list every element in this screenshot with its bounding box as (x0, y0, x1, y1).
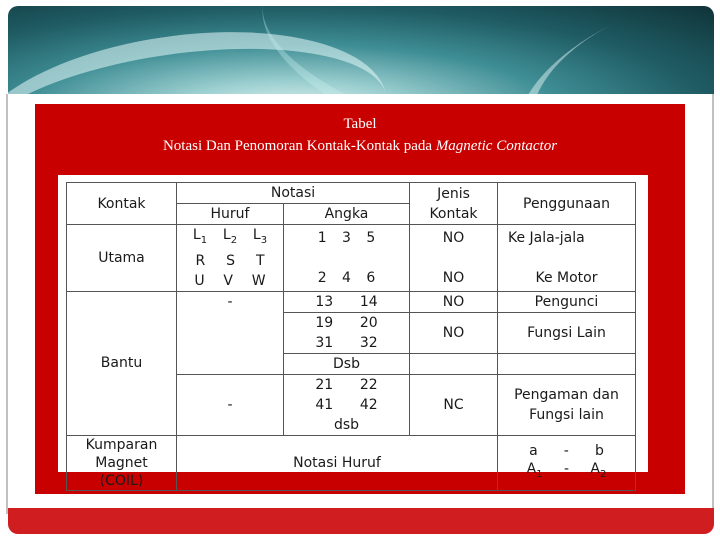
header-kontak: Kontak (67, 183, 177, 225)
huruf-row-l (177, 225, 283, 251)
title-line2 (35, 135, 685, 157)
utama-penggunaan (498, 225, 636, 292)
penggunaan-empty (498, 353, 636, 374)
angka-19-20-31-32: 19 20 31 32 (284, 312, 410, 353)
footer-bar (8, 508, 714, 534)
jenis-utama-2: NO (442, 269, 465, 286)
angka-3: 3 (342, 229, 351, 246)
title-line1: Tabel (343, 116, 377, 132)
huruf-row-uvw (177, 271, 283, 291)
header-jenis-line1: Jenis (437, 185, 470, 202)
angka-dsb-1: Dsb (284, 353, 410, 374)
pengaman-line1: Pengaman dan (514, 386, 619, 403)
coil-a2: $A_2$ (590, 460, 607, 480)
pengaman-line2: Fungsi lain (529, 406, 604, 423)
angka-21-22-41-42: 21 22 41 42 dsb (284, 374, 410, 435)
coil-notasi: Notasi Huruf (177, 435, 498, 490)
coil-penggunaan: a - b $A_1$ - $A_2$ (498, 435, 636, 490)
notation-table (66, 182, 636, 491)
kontak-coil (67, 435, 177, 490)
penggunaan-motor: Ke Motor (535, 269, 598, 286)
jenis-empty (410, 353, 498, 374)
angka-6: 6 (366, 269, 376, 286)
huruf-t: T (255, 252, 265, 269)
bantu-huruf-top: - (177, 291, 284, 374)
coil-b: b (595, 442, 604, 459)
huruf-s: S (226, 252, 236, 269)
huruf-u: U (194, 272, 205, 289)
utama-jenis (410, 225, 498, 292)
angka-5: 5 (366, 229, 376, 246)
coil-line1: Kumparan Magnet (85, 436, 158, 471)
penggunaan-jala-jala: Ke Jala-jala (508, 229, 585, 246)
bantu-huruf-bottom: - (177, 374, 284, 435)
jenis-pengaman: NC (410, 374, 498, 435)
frame-left-border (6, 94, 8, 514)
utama-angka (284, 225, 410, 292)
header-jenis-line2: Kontak (429, 205, 478, 222)
angka-13-14: 13 14 (284, 291, 410, 312)
header-penggunaan: Penggunaan (498, 183, 636, 225)
penggunaan-pengaman (498, 374, 636, 435)
angka-2: 2 (317, 269, 327, 286)
huruf-l2: $L_2$ (222, 227, 238, 246)
angka-4: 4 (342, 269, 351, 286)
jenis-utama-1: NO (442, 229, 465, 246)
header-jenis-kontak (410, 183, 498, 225)
header-angka: Angka (284, 204, 410, 225)
coil-line2: (COIL) (99, 472, 144, 489)
penggunaan-pengunci: Pengunci (498, 291, 636, 312)
header-notasi: Notasi (177, 183, 410, 204)
huruf-w: W (251, 272, 266, 289)
jenis-pengunci: NO (410, 291, 498, 312)
huruf-v: V (223, 272, 233, 289)
kontak-utama: Utama (67, 225, 177, 292)
utama-huruf (177, 225, 284, 292)
title-line2-main: Notasi Dan Penomoran Kontak-Kontak pada (162, 138, 436, 154)
frame-right-border (712, 94, 714, 514)
jenis-fungsi-lain: NO (410, 312, 498, 353)
header-huruf: Huruf (177, 204, 284, 225)
huruf-l1: $L_1$ (192, 227, 208, 246)
coil-a: a (529, 442, 538, 459)
huruf-r: R (195, 252, 206, 269)
huruf-row-rst (177, 251, 283, 271)
header-banner-image (8, 6, 714, 94)
title-line2-italic: Magnetic Contactor (435, 138, 558, 154)
huruf-l3: $L_3$ (252, 227, 268, 246)
coil-a1: $A_1$ (526, 460, 543, 480)
penggunaan-fungsi-lain: Fungsi Lain (498, 312, 636, 353)
angka-dsb-2: dsb (333, 416, 360, 433)
kontak-bantu: Bantu (67, 291, 177, 435)
slide-title (35, 113, 685, 157)
angka-1: 1 (317, 229, 327, 246)
